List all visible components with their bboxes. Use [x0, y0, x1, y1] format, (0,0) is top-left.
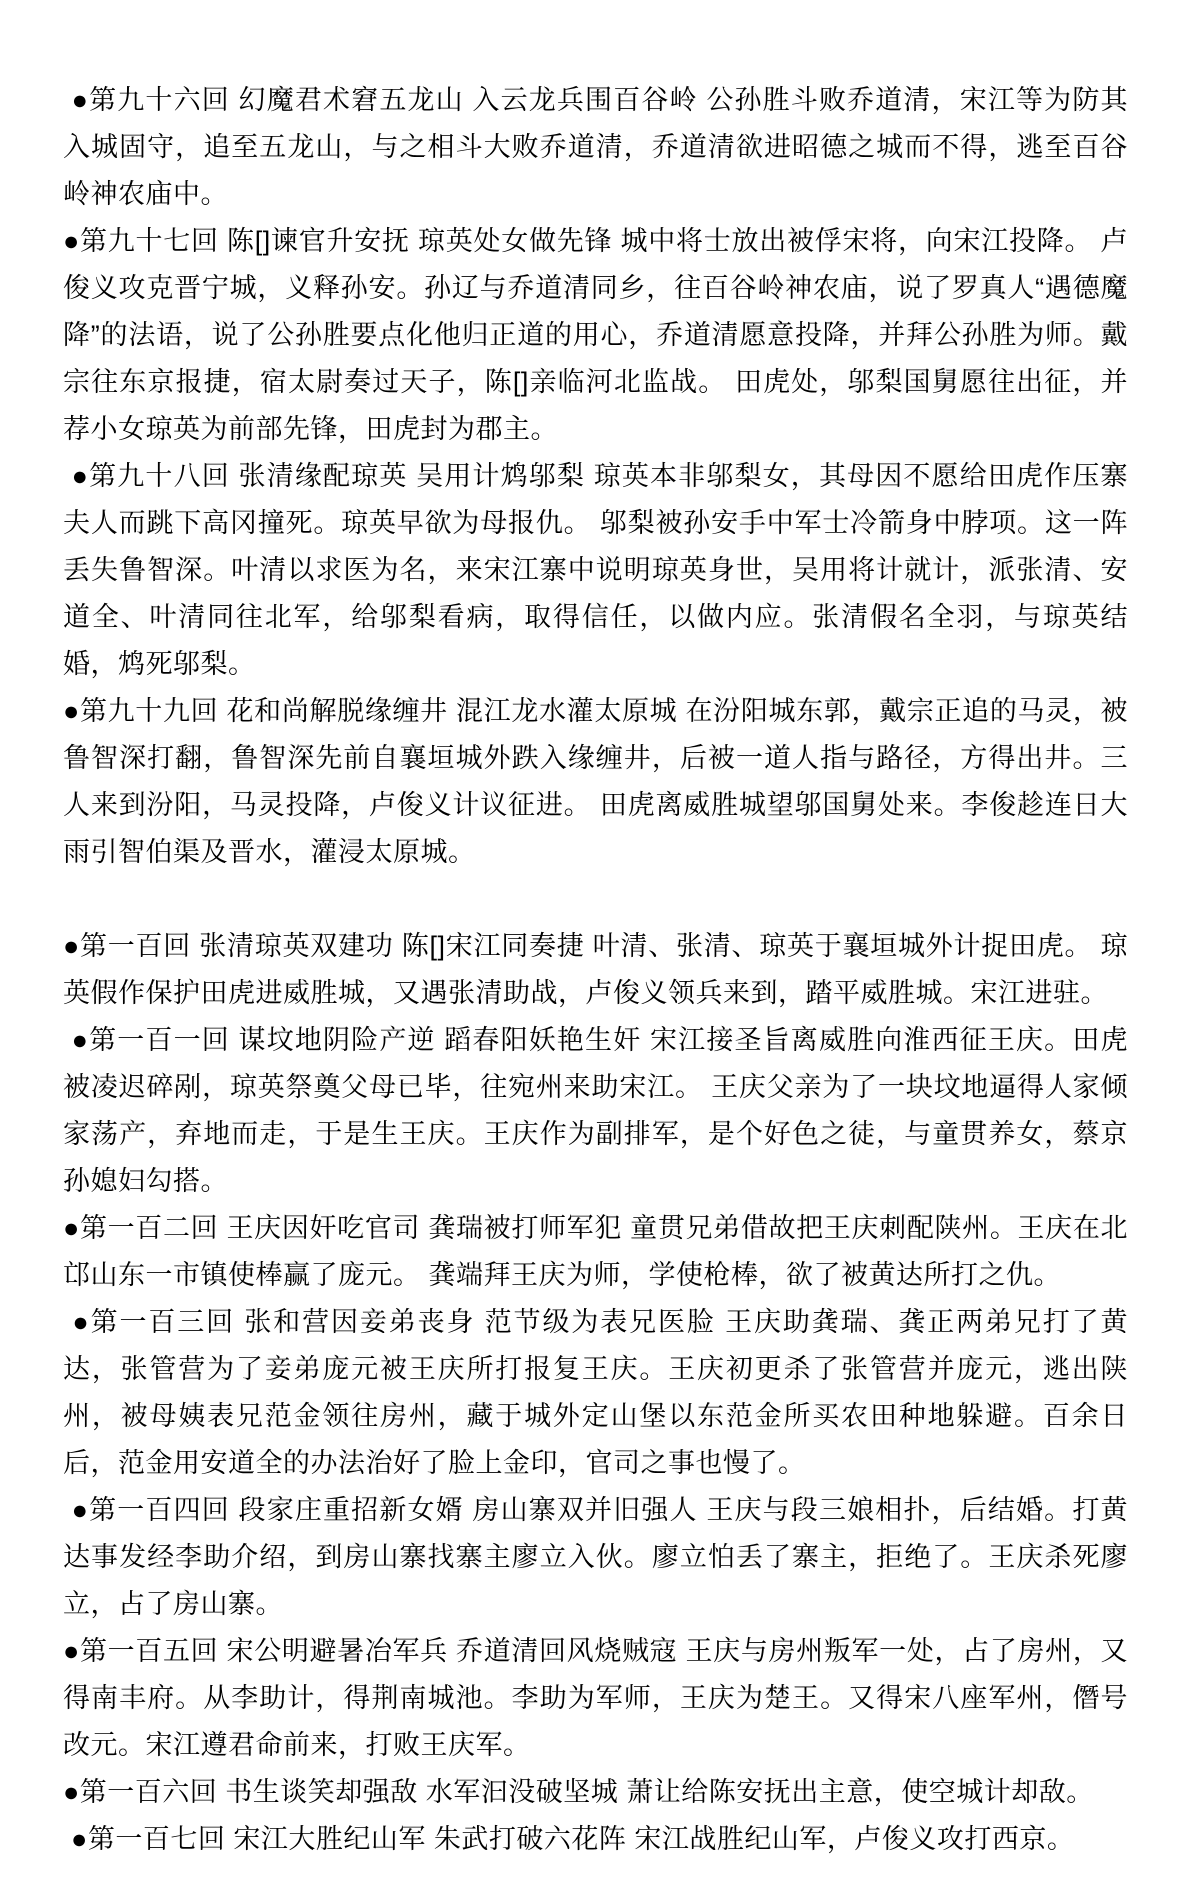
chapter-106-summary: ●第一百六回 书生谈笑却强敌 水军汩没破坚城 萧让给陈安抚出主意，使空城计却敌。	[63, 1777, 1094, 1807]
chapter-107-summary: ●第一百七回 宋江大胜纪山军 朱武打破六花阵 宋江战胜纪山军，卢俊义攻打西京。	[63, 1824, 1075, 1854]
chapter-99-summary: ●第九十九回 花和尚解脱缘缠井 混江龙水灌太原城 在汾阳城东郭，戴宗正追的马灵，被鲁智深打翻，鲁智深先前自襄垣城外跌入缘缠井，后被一道人指与路径，方得出井。三人来到汾阳，马灵投降，卢俊义计议征进。 田虎离威胜城望邬国舅处来。李俊趁连日大雨引智伯渠及晋水，灌浸太原城。	[63, 696, 1128, 867]
chapter-105-summary: ●第一百五回 宋公明避暑冶军兵 乔道清回风烧贼寇 王庆与房州叛军一处，占了房州，又得南丰府。从李助计，得荆南城池。李助为军师，王庆为楚王。又得宋八座军州，僭号改元。宋江遵君命前来，打败王庆军。	[63, 1636, 1128, 1760]
chapter-104-summary: ●第一百四回 段家庄重招新女婿 房山寨双并旧强人 王庆与段三娘相扑，后结婚。打黄达事发经李助介绍，到房山寨找寨主廖立入伙。廖立怕丢了寨主，拒绝了。王庆杀死廖立，占了房山寨。	[63, 1495, 1128, 1619]
chapter-96-summary: ●第九十六回 幻魔君术窘五龙山 入云龙兵围百谷岭 公孙胜斗败乔道清，宋江等为防其入城固守，追至五龙山，与之相斗大败乔道清，乔道清欲进昭德之城而不得，逃至百谷岭神农庙中。	[63, 85, 1128, 209]
chapter-97-summary: ●第九十七回 陈[]谏官升安抚 琼英处女做先锋 城中将士放出被俘宋将，向宋江投降。 卢俊义攻克晋宁城，义释孙安。孙辽与乔道清同乡，往百谷岭神农庙，说了罗真人“遇德魔降”的法语，说了公孙胜要点化他归正道的用心，乔道清愿意投降，并拜公孙胜为师。戴宗往东京报捷，宿太尉奏过天子，陈[]亲临河北监战。 田虎处，邬梨国舅愿往出征，并荐小女琼英为前部先锋，田虎封为郡主。	[63, 226, 1128, 444]
chapter-98-summary: ●第九十八回 张清缘配琼英 吴用计鸩邬梨 琼英本非邬梨女，其母因不愿给田虎作压寨夫人而跳下高冈撞死。琼英早欲为母报仇。 邬梨被孙安手中军士冷箭身中脖项。这一阵丢失鲁智深。叶清以求医为名，来宋江寨中说明琼英身世，吴用将计就计，派张清、安道全、叶清同往北军，给邬梨看病，取得信任，以做内应。张清假名全羽，与琼英结婚，鸩死邬梨。	[63, 461, 1128, 679]
chapter-summary-list	[63, 77, 1128, 1863]
chapter-101-summary: ●第一百一回 谋坟地阴险产逆 蹈春阳妖艳生奸 宋江接圣旨离威胜向淮西征王庆。田虎被凌迟碎剐，琼英祭奠父母已毕，往宛州来助宋江。 王庆父亲为了一块坟地逼得人家倾家荡产，弃地而走，于是生王庆。王庆作为副排军，是个好色之徒，与童贯养女，蔡京孙媳妇勾搭。	[63, 1025, 1128, 1196]
chapter-100-summary: ●第一百回 张清琼英双建功 陈[]宋江同奏捷 叶清、张清、琼英于襄垣城外计捉田虎。 琼英假作保护田虎进威胜城，又遇张清助战，卢俊义领兵来到，踏平威胜城。宋江进驻。	[63, 931, 1128, 1008]
chapter-102-summary: ●第一百二回 王庆因奸吃官司 龚瑞被打师军犯 童贯兄弟借故把王庆刺配陕州。王庆在北邙山东一市镇使棒赢了庞元。 龚端拜王庆为师，学使枪棒，欲了被黄达所打之仇。	[63, 1213, 1128, 1290]
chapter-103-summary: ●第一百三回 张和营因妾弟丧身 范节级为表兄医脸 王庆助龚瑞、龚正两弟兄打了黄达，张管营为了妾弟庞元被王庆所打报复王庆。王庆初更杀了张管营并庞元，逃出陕州，被母姨表兄范金领往房州，藏于城外定山堡以东范金所买农田种地躲避。百余日后，范金用安道全的办法治好了脸上金印，官司之事也慢了。	[63, 1307, 1128, 1478]
